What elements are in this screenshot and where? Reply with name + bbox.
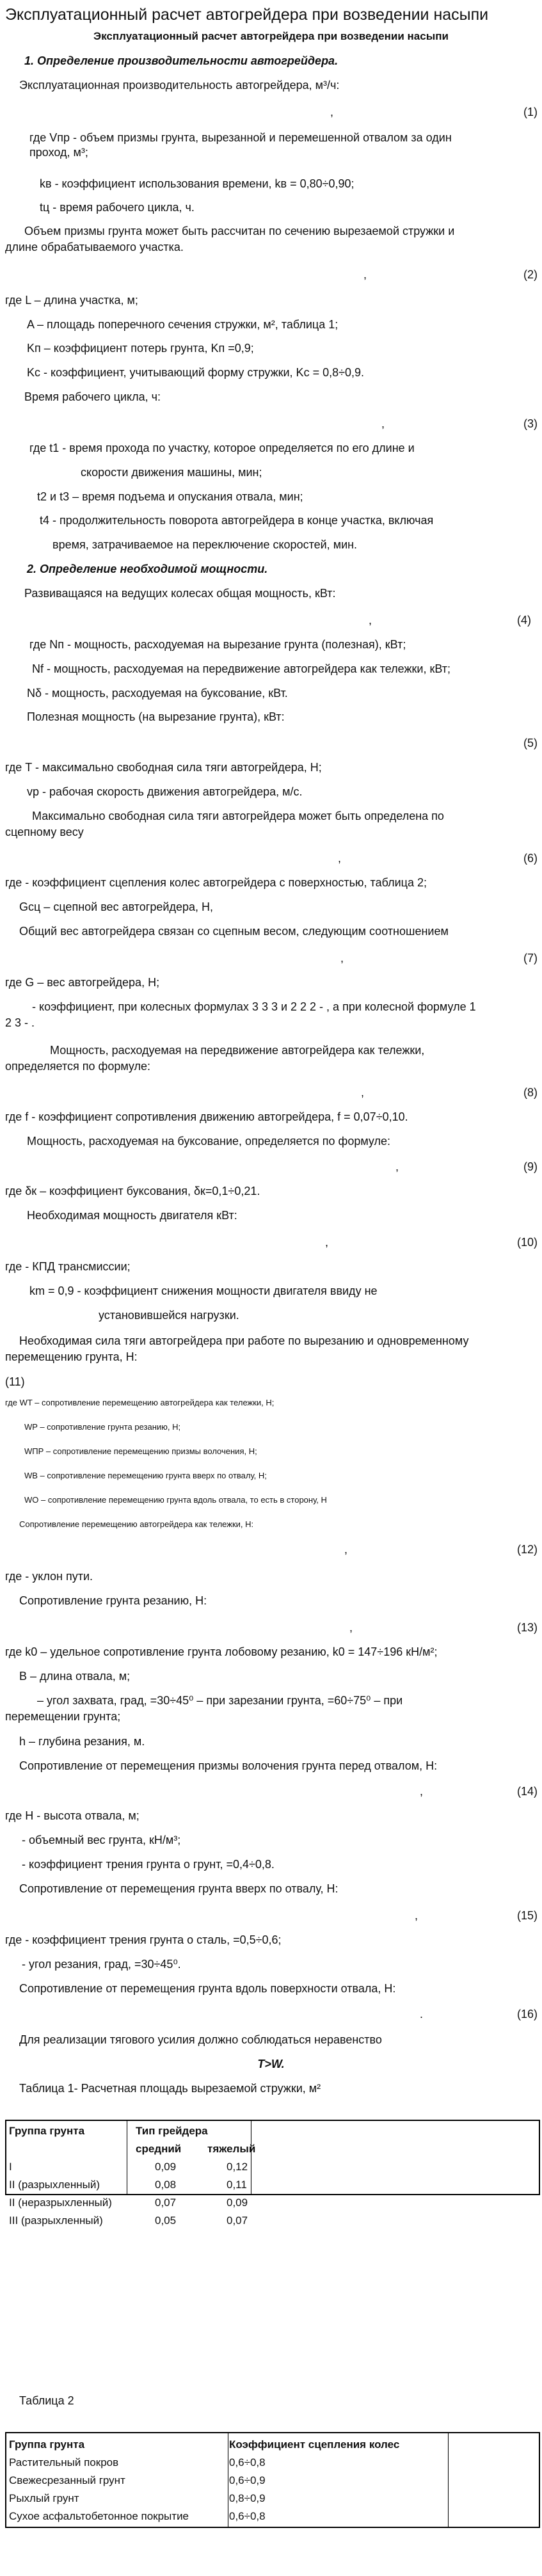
equation-row: , (13) — [349, 1621, 538, 1634]
small-print-item: где WT – сопротивление перемещению автогрейдера как тележки, Н; — [5, 1398, 275, 1407]
equation-row — [5, 736, 538, 750]
table-cell: 0,6÷0,9 — [229, 2474, 266, 2486]
paragraph: Полезная мощность (на вырезание грунта), кВт: — [27, 710, 285, 723]
paragraph: где T - максимально свободная сила тяги автогрейдера, H; — [5, 761, 322, 774]
paragraph: - коэффициент, при колесных формулах 3 3 3 и 2 2 2 - , а при колесной формуле 1 — [32, 1000, 476, 1013]
paragraph: скорости движения машины, мин; — [81, 466, 262, 479]
paragraph: Эксплуатационная производительность автогрейдера, м³/ч: — [19, 79, 340, 92]
paragraph: Сопротивление грунта резанию, Н: — [19, 1594, 207, 1607]
table-2-divider — [448, 2433, 449, 2527]
paragraph: где - коэффициент трения грунта о сталь, =0,5÷0,6; — [5, 1933, 282, 1946]
equation-number: (7) — [523, 952, 538, 964]
equation-row: , (6) — [338, 852, 538, 865]
paragraph: t4 - продолжительность поворота автогрейдера в конце участка, включая — [40, 514, 434, 527]
table-2-caption: Таблица 2 — [19, 2394, 74, 2407]
table-row — [6, 2454, 402, 2472]
table-header-row — [6, 2140, 258, 2158]
paragraph: Сопротивление от перемещения грунта вверх по отвалу, Н: — [19, 1882, 339, 1895]
table-cell: 0,09 — [155, 2161, 177, 2173]
paragraph: Мощность, расходуемая на передвижение автогрейдера как тележки, — [50, 1044, 425, 1057]
paragraph: Kс - коэффициент, учитывающий форму стружки, Kс = 0,8÷0,9. — [27, 366, 365, 379]
paragraph: где k0 – удельное сопротивление грунта лобовому резанию, k0 = 147÷196 кН/м²; — [5, 1645, 438, 1658]
small-print-item: WO – сопротивление перемещению грунта вдоль отвала, то есть в сторону, Н — [24, 1495, 327, 1505]
table-cell: 0,08 — [155, 2179, 177, 2191]
table-header-cell — [6, 2140, 133, 2158]
table-2 — [6, 2436, 402, 2525]
table-header-cell: Коэффициент сцепления колес — [229, 2438, 400, 2451]
table-cell: I — [9, 2161, 12, 2173]
paragraph: где - КПД трансмиссии; — [5, 1260, 131, 1273]
table-cell: 0,05 — [155, 2214, 177, 2227]
paragraph: t2 и t3 – время подъема и опускания отвала, мин; — [37, 490, 303, 503]
paragraph: где Nп - мощность, расходуемая на вырезание грунта (полезная), кВт; — [29, 638, 406, 651]
table-cell: Растительный покров — [9, 2456, 119, 2468]
table-cell: Сухое асфальтобетонное покрытие — [9, 2510, 189, 2522]
paragraph: Сопротивление от перемещения грунта вдоль поверхности отвала, Н: — [19, 1982, 396, 1995]
paragraph: - объемный вес грунта, кН/м³; — [22, 1834, 181, 1846]
paragraph: перемещению грунта, H: — [5, 1350, 138, 1363]
equation-number: (8) — [523, 1086, 538, 1099]
paragraph: проход, м³; — [29, 146, 88, 159]
table-header-row — [6, 2436, 402, 2454]
paragraph: время, затрачиваемое на переключение скоростей, мин. — [52, 538, 358, 551]
equation-row: , (4) — [369, 614, 531, 627]
table-header-cell: Группа грунта — [9, 2125, 85, 2137]
equation-number: (3) — [523, 417, 538, 430]
paragraph: - коэффициент трения грунта о грунт, =0,4÷0,8. — [22, 1858, 275, 1871]
table-cell: 0,07 — [227, 2214, 248, 2227]
table-cell: Свежесрезанный грунт — [9, 2474, 125, 2486]
table-cell: III (разрыхленный) — [9, 2214, 103, 2227]
table-1-caption: Таблица 1- Расчетная площадь вырезаемой стружки, м² — [19, 2082, 321, 2095]
table-cell: 0,6÷0,8 — [229, 2510, 266, 2522]
paragraph: kв - коэффициент использования времени, kв = 0,80÷0,90; — [40, 177, 355, 190]
section-1-heading: 1. Определение производительности автогрейдера. — [24, 54, 339, 67]
table-row — [6, 2472, 402, 2490]
paragraph: Максимально свободная сила тяги автогрейдера может быть определена по — [32, 810, 444, 822]
small-print-item: WB – сопротивление перемещению грунта вверх по отвалу, Н; — [24, 1471, 267, 1480]
table-row — [6, 2490, 402, 2508]
equation-number: (9) — [523, 1160, 538, 1173]
paragraph: Объем призмы грунта может быть рассчитан по сечению вырезаемой стружки и — [24, 225, 455, 237]
paragraph: vр - рабочая скорость движения автогрейдера, м/с. — [27, 785, 303, 798]
equation-row: , (12) — [344, 1543, 538, 1556]
paragraph: установившейся нагрузки. — [99, 1309, 239, 1322]
paragraph: Мощность, расходуемая на буксование, определяется по формуле: — [27, 1135, 391, 1148]
table-cell: 0,09 — [227, 2196, 248, 2209]
table-cell: 0,6÷0,8 — [229, 2456, 266, 2468]
table-cell: II (неразрыхленный) — [9, 2196, 112, 2209]
paragraph: где f - коэффициент сопротивления движению автогрейдера, f = 0,07÷0,10. — [5, 1110, 408, 1123]
paragraph: где t1 - время прохода по участку, которое определяется по его длине и — [29, 442, 415, 454]
table-header-cell: средний — [136, 2143, 182, 2155]
paragraph: 2 3 - . — [5, 1016, 35, 1029]
table-row — [6, 2508, 402, 2525]
equation-number: (5) — [523, 737, 538, 749]
equation-number: (13) — [516, 1621, 538, 1634]
equation-number: (4) — [517, 614, 531, 627]
document-subtitle: Эксплуатационный расчет автогрейдера при возведении насыпи — [93, 30, 449, 42]
equation-number: (1) — [523, 106, 538, 118]
equation-row: , (2) — [363, 268, 538, 281]
paragraph: где - уклон пути. — [5, 1570, 93, 1583]
paragraph: – угол захвата, град, =30÷45⁰ – при зарезании грунта, =60÷75⁰ – при — [37, 1694, 403, 1707]
equation-number: (14) — [516, 1785, 538, 1798]
paragraph: Nf - мощность, расходуемая на передвижение автогрейдера как тележки, кВт; — [32, 662, 450, 675]
equation-row: , (3) — [381, 417, 538, 430]
table-cell: 0,8÷0,9 — [229, 2492, 266, 2504]
table-header-cell: тяжелый — [207, 2143, 256, 2155]
paragraph: где δк – коэффициент буксования, δк=0,1÷0,21. — [5, 1185, 260, 1197]
small-print-item: WПР – сопротивление перемещению призмы волочения, Н; — [24, 1446, 257, 1456]
table-cell: II (разрыхленный) — [9, 2179, 100, 2191]
equation-number: (10) — [516, 1236, 538, 1249]
equation-number: (11) — [5, 1375, 25, 1388]
table-cell: Рыхлый грунт — [9, 2492, 79, 2504]
small-print-item: Сопротивление перемещению автогрейдера как тележки, Н: — [19, 1519, 254, 1529]
equation-row: , (7) — [340, 952, 538, 964]
table-header-row — [6, 2122, 258, 2140]
paragraph: определяется по формуле: — [5, 1060, 151, 1073]
equation-number: (6) — [523, 852, 538, 865]
equation-row: . (16) — [420, 2008, 538, 2020]
paragraph: Nδ - мощность, расходуемая на буксование, кВт. — [27, 687, 288, 700]
table-cell: 0,07 — [155, 2196, 177, 2209]
equation-number: (15) — [516, 1909, 538, 1922]
paragraph: Для реализации тягового усилия должно соблюдаться неравенство — [19, 2033, 382, 2046]
table-row — [6, 2158, 258, 2176]
paragraph: сцепному весу — [5, 826, 84, 838]
paragraph: Необходимая сила тяги автогрейдера при работе по вырезанию и одновременному — [19, 1334, 469, 1347]
paragraph: где G – вес автогрейдера, H; — [5, 976, 160, 989]
paragraph: B – длина отвала, м; — [19, 1670, 131, 1683]
paragraph: km = 0,9 - коэффициент снижения мощности двигателя ввиду не — [29, 1284, 378, 1297]
equation-row: , (8) — [361, 1086, 538, 1099]
equation-number: (2) — [523, 268, 538, 281]
paragraph: длине обрабатываемого участка. — [5, 241, 184, 253]
equation-row: , (10) — [325, 1236, 538, 1249]
table-row — [6, 2194, 258, 2212]
table-cell: 0,12 — [227, 2161, 248, 2173]
paragraph: где - коэффициент сцепления колес автогрейдера с поверхностью, таблица 2; — [5, 876, 427, 889]
paragraph: Развиващаяся на ведущих колесах общая мощность, кВт: — [24, 587, 336, 600]
paragraph: Время рабочего цикла, ч: — [24, 390, 161, 403]
table-row — [6, 2212, 258, 2230]
equation-row: , (14) — [420, 1785, 538, 1798]
paragraph: Сопротивление от перемещения призмы волочения грунта перед отвалом, Н: — [19, 1759, 438, 1772]
paragraph: где H - высота отвала, м; — [5, 1809, 139, 1822]
table-header-cell: Группа грунта — [9, 2438, 85, 2451]
paragraph: где L – длина участка, м; — [5, 294, 138, 307]
equation-number: (12) — [516, 1543, 538, 1556]
table-header-cell: Тип грейдера — [136, 2125, 208, 2137]
paragraph: Gсц – сцепной вес автогрейдера, H, — [19, 900, 213, 913]
table-1 — [6, 2122, 258, 2230]
equation-number: (16) — [516, 2008, 538, 2020]
paragraph: Необходимая мощность двигателя кВт: — [27, 1209, 237, 1222]
paragraph: - угол резания, град, =30÷45⁰. — [22, 1958, 181, 1971]
paragraph: tц - время рабочего цикла, ч. — [40, 201, 195, 214]
small-print-item: WP – сопротивление грунта резанию, Н; — [24, 1422, 181, 1432]
paragraph: перемещении грунта; — [5, 1710, 121, 1723]
equation-row: , (9) — [395, 1160, 538, 1173]
paragraph: h – глубина резания, м. — [19, 1735, 145, 1748]
paragraph: Kп – коэффициент потерь грунта, Kп =0,9; — [27, 342, 254, 355]
equation-row: , (15) — [415, 1909, 538, 1922]
inequality: T>W. — [257, 2058, 285, 2070]
paragraph: A – площадь поперечного сечения стружки, м², таблица 1; — [27, 318, 339, 331]
table-row — [6, 2176, 258, 2194]
document-title: Эксплуатационный расчет автогрейдера при возведении насыпи — [5, 6, 489, 24]
equation-row: , (1) — [330, 106, 538, 118]
paragraph: Общий вес автогрейдера связан со сцепным весом, следующим соотношением — [19, 925, 449, 938]
paragraph: где Vпр - объем призмы грунта, вырезанной и перемешенной отвалом за один — [29, 131, 452, 144]
section-2-heading: 2. Определение необходимой мощности. — [27, 563, 268, 575]
table-cell: 0,11 — [227, 2179, 247, 2191]
